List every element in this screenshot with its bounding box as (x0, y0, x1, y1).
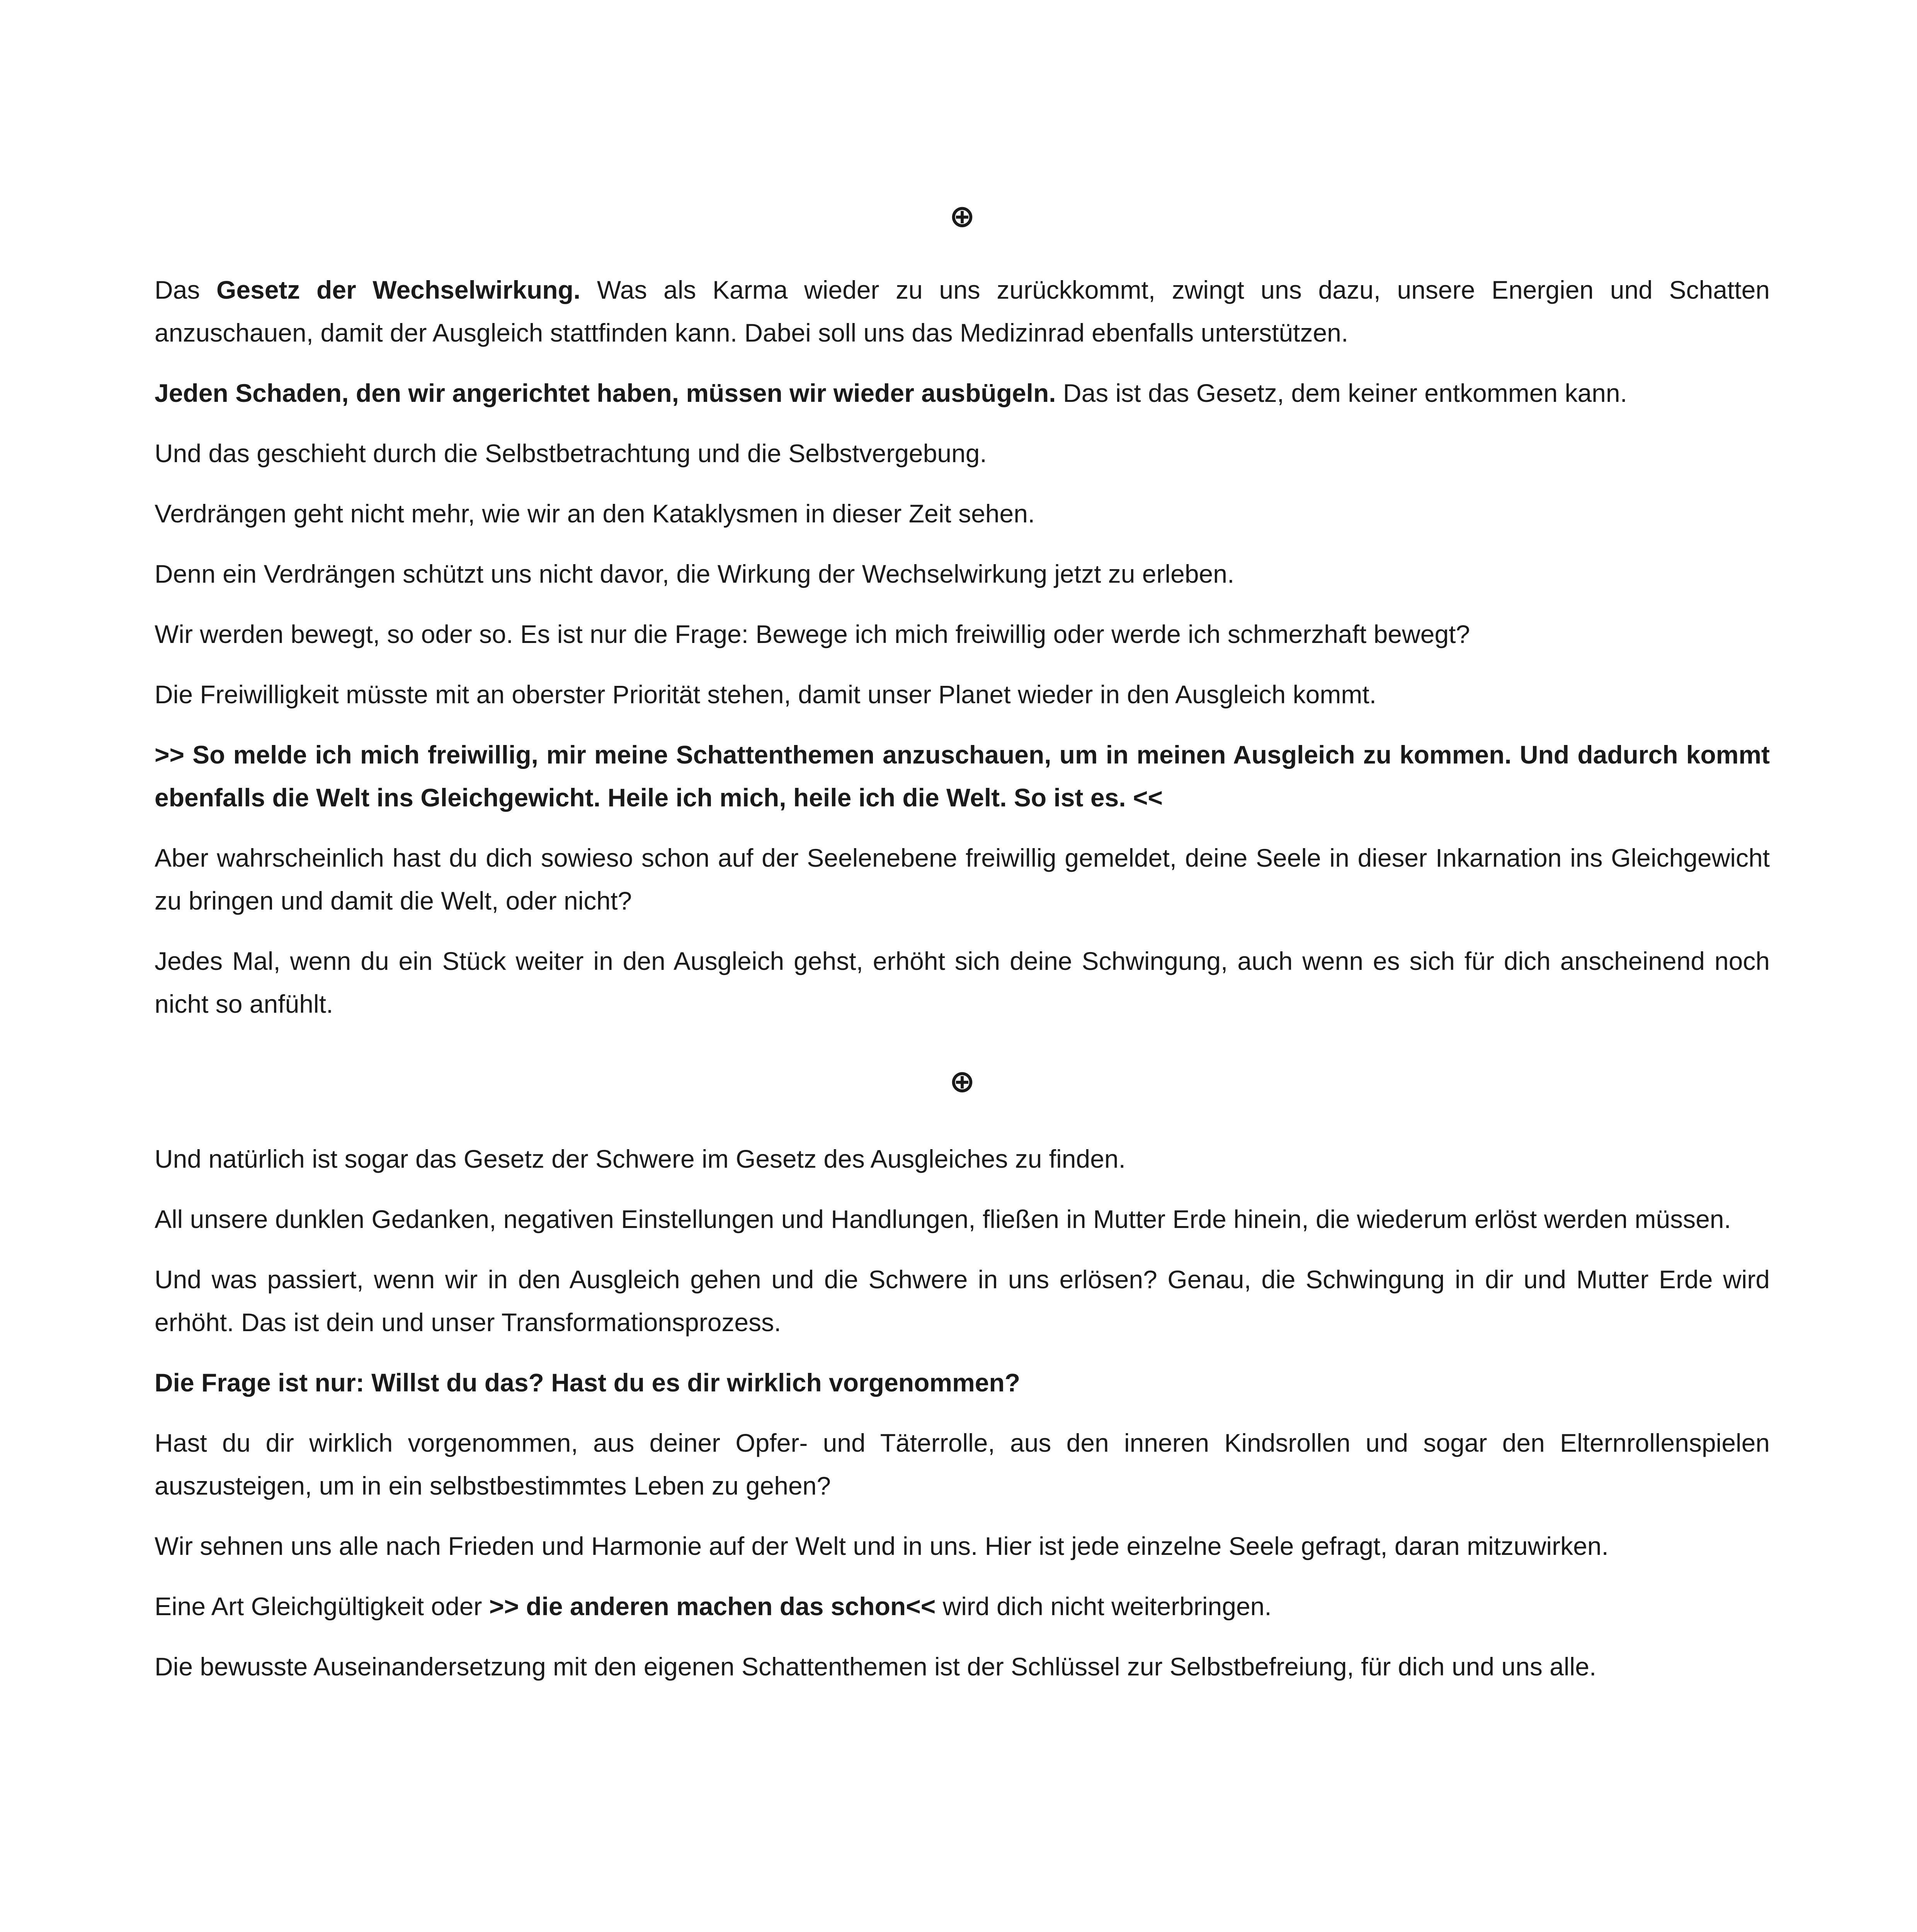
paragraph: Und was passiert, wenn wir in den Ausgleich gehen und die Schwere in uns erlösen? Genau, die Schwingung in dir und Mutter Erde wird erhöht. Das ist dein und unser Transformationsprozess. (155, 1265, 1770, 1337)
paragraph: Die Freiwilligkeit müsste mit an oberster Priorität stehen, damit unser Planet wieder in den Ausgleich kommt. (155, 680, 1377, 709)
question-paragraph: Die Frage ist nur: Willst du das? Hast du es dir wirklich vorgenommen? (155, 1368, 1021, 1397)
body-text (155, 197, 1770, 1706)
bold-phrase: >> die anderen machen das schon<< (489, 1592, 936, 1621)
affirmation-paragraph: >> So melde ich mich freiwillig, mir meine Schattenthemen anzuschauen, um in meinen Ausgleich zu kommen. Und dadurch kommt ebenfalls die Welt ins Gleichgewicht. Heile ich mich, heile ich die Welt. So ist es. << (155, 740, 1770, 812)
paragraph: Wir werden bewegt, so oder so. Es ist nur die Frage: Bewege ich mich freiwillig oder werde ich schmerzhaft bewegt? (155, 620, 1470, 648)
section-separator-2: ⊕ (949, 1063, 975, 1099)
section-separator-1: ⊕ (949, 198, 975, 234)
paragraph: Denn ein Verdrängen schützt uns nicht davor, die Wirkung der Wechselwirkung jetzt zu erleben. (155, 560, 1235, 588)
bold-phrase: Gesetz der Wechselwirkung. (216, 276, 581, 304)
paragraph: Wir sehnen uns alle nach Frieden und Harmonie auf der Welt und in uns. Hier ist jede einzelne Seele gefragt, daran mitzuwirken. (155, 1532, 1609, 1560)
paragraph: Aber wahrscheinlich hast du dich sowieso schon auf der Seelenebene freiwillig gemeldet, deine Seele in dieser Inkarnation ins Gleichgewicht zu bringen und damit die Welt, oder nicht? (155, 844, 1770, 915)
paragraph: Und natürlich ist sogar das Gesetz der Schwere im Gesetz des Ausgleiches zu finden. (155, 1145, 1126, 1173)
paragraph: Jedes Mal, wenn du ein Stück weiter in den Ausgleich gehst, erhöht sich deine Schwingung, auch wenn es sich für dich anscheinend noch nicht so anfühlt. (155, 947, 1770, 1018)
paragraph: Verdrängen geht nicht mehr, wie wir an den Kataklysmen in dieser Zeit sehen. (155, 499, 1035, 528)
paragraph: Und das geschieht durch die Selbstbetrachtung und die Selbstvergebung. (155, 439, 987, 468)
paragraph: All unsere dunklen Gedanken, negativen Einstellungen und Handlungen, fließen in Mutter Erde hinein, die wiederum erlöst werden müssen. (155, 1205, 1731, 1233)
bold-phrase: Jeden Schaden, den wir angerichtet haben, müssen wir wieder ausbügeln. (155, 379, 1056, 407)
paragraph: Jeden Schaden, den wir angerichtet haben, müssen wir wieder ausbügeln. Das ist das Gesetz, dem keiner entkommen kann. (155, 379, 1627, 407)
paragraph: Hast du dir wirklich vorgenommen, aus deiner Opfer- und Täterrolle, aus den inneren Kindsrollen und sogar den Elternrollenspielen auszusteigen, um in ein selbstbestimmtes Leben zu gehen? (155, 1429, 1770, 1500)
paragraph: Die bewusste Auseinandersetzung mit den eigenen Schattenthemen ist der Schlüssel zur Selbstbefreiung, für dich und uns alle. (155, 1652, 1597, 1681)
paragraph: Das Gesetz der Wechselwirkung. Was als Karma wieder zu uns zurückkommt, zwingt uns dazu, unsere Energien und Schatten anzuschauen, damit der Ausgleich stattfinden kann. Dabei soll uns das Medizinrad ebenfalls unterstützen. (155, 276, 1770, 347)
paragraph: Eine Art Gleichgültigkeit oder >> die anderen machen das schon<< wird dich nicht weiterbringen. (155, 1592, 1272, 1621)
